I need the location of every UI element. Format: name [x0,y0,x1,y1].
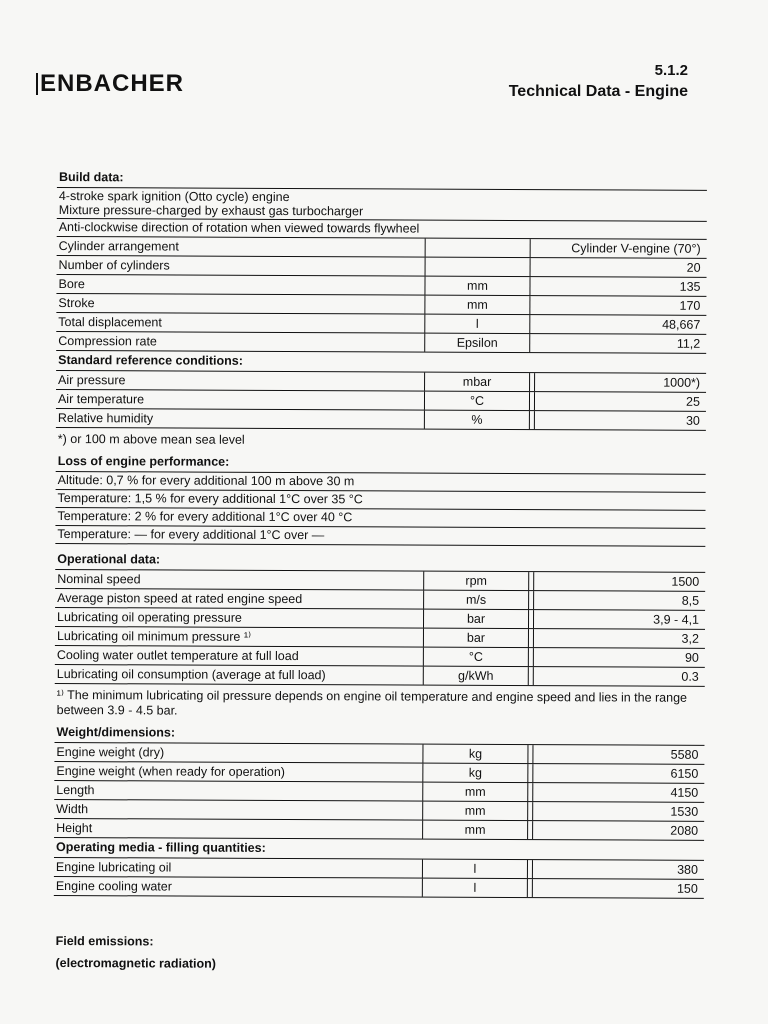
media-rows [54,858,704,899]
row-unit: m/s [424,591,529,609]
row-unit: kg [423,764,528,782]
page-title: Technical Data - Engine [508,83,688,100]
row-value: 25 [686,394,701,409]
row-value: 135 [679,279,701,294]
row-label: Cylinder arrangement [57,237,426,257]
row-value: 11,2 [676,336,701,351]
row-unit: bar [424,610,529,628]
row-value: 0.3 [681,669,699,684]
row-unit: °C [424,648,529,666]
row-label: Lubricating oil minimum pressure ¹⁾ [55,627,424,647]
row-unit: l [423,879,528,897]
row-label: Engine weight (dry) [54,743,423,763]
field-emissions-line-1: Field emissions: [55,934,154,949]
field-emissions-heading [53,928,703,979]
row-value: 1500 [671,574,700,589]
row-unit: l [423,860,528,878]
build-line-2: Mixture pressure-charged by exhaust gas turbocharger [58,203,364,219]
row-label: Engine weight (when ready for operation) [54,762,423,782]
row-value: Cylinder V-engine (70°) [571,241,701,256]
row-label: Total displacement [56,313,425,333]
row-label: Relative humidity [56,409,425,429]
row-value: 48,667 [662,317,701,332]
row-unit [426,258,531,276]
row-value: 170 [679,298,701,313]
loss-line-3: Temperature: 2 % for every additional 1°C over 40 °C [55,508,705,529]
reference-rows [56,371,706,431]
row-unit: rpm [424,572,529,590]
row-value: 3,9 - 4,1 [653,612,700,627]
row-unit: kg [423,745,528,763]
row-value: 90 [684,650,699,665]
loss-heading: Loss of engine performance: [56,452,706,475]
row-value: 2080 [670,823,699,838]
reference-note: *) or 100 m above mean sea level [57,432,245,447]
operational-note: ¹⁾ The minimum lubricating oil pressure depends on engine oil temperature and engine speed and lies in the range between 3.9 - 4.5 bar. [56,688,688,718]
row-label: Stroke [56,294,425,314]
row-value: 1000*) [663,375,701,390]
row-unit: Epsilon [425,334,530,352]
row-unit: % [425,411,530,429]
build-line-3: Anti-clockwise direction of rotation when viewed towards flywheel [57,219,707,240]
row-unit: °C [425,392,530,410]
media-heading: Operating media - filling quantities: [54,838,704,861]
row-unit: g/kWh [424,667,529,685]
row-label: Width [54,800,423,820]
row-label: Engine cooling water [54,877,423,897]
operational-rows [55,570,705,687]
row-label: Length [54,781,423,801]
row-label: Number of cylinders [57,256,426,276]
row-label: Engine lubricating oil [54,858,423,878]
row-label: Air pressure [56,371,425,391]
row-value: 380 [677,862,698,877]
field-emissions-line-2: (electromagnetic radiation) [55,956,217,971]
reference-heading: Standard reference conditions: [56,351,706,374]
row-value: 20 [686,260,701,275]
loss-line-1: Altitude: 0,7 % for every additional 100 m above 30 m [56,472,706,493]
row-label: Cooling water outlet temperature at full load [55,646,424,666]
row-unit: l [425,315,530,333]
weight-rows [54,743,704,841]
row-value: 6150 [670,766,699,781]
row-unit: bar [424,629,529,647]
row-value: 150 [676,881,698,896]
row-value: 5580 [670,747,699,762]
weight-heading: Weight/dimensions: [54,723,704,746]
row-label: Height [54,819,423,839]
build-data-heading: Build data: [57,168,707,191]
row-label: Lubricating oil operating pressure [55,608,424,628]
row-label: Air temperature [56,390,425,410]
section-number: 5.1.2 [654,62,688,79]
row-value: 30 [685,413,700,428]
row-label: Nominal speed [55,570,424,590]
build-rows [56,237,706,354]
row-label: Bore [56,275,425,295]
row-unit: mm [423,821,528,839]
row-value: 4150 [670,785,699,800]
build-line-1: 4-stroke spark ignition (Otto cycle) engine [58,189,290,205]
row-label: Lubricating oil consumption (average at full load) [55,665,424,685]
loss-line-2: Temperature: 1,5 % for every additional 1°C over 35 °C [56,490,706,511]
loss-line-4: Temperature: — for every additional 1°C over — [55,526,705,547]
page-header [509,62,688,101]
row-value: 8,5 [681,593,700,608]
row-unit [426,239,531,257]
row-label: Average piston speed at rated engine speed [55,589,424,609]
row-unit: mbar [425,373,530,391]
row-unit: mm [425,296,530,314]
operational-heading: Operational data: [55,550,705,573]
row-value: 1530 [670,804,699,819]
row-value: 3,2 [681,631,699,646]
technical-data-table [53,168,707,979]
row-unit: mm [423,802,528,820]
row-unit: mm [423,783,528,801]
row-unit: mm [425,277,530,295]
build-data-description [57,188,707,222]
brand-logo: ENBACHER [40,70,185,97]
row-label: Compression rate [56,332,425,352]
